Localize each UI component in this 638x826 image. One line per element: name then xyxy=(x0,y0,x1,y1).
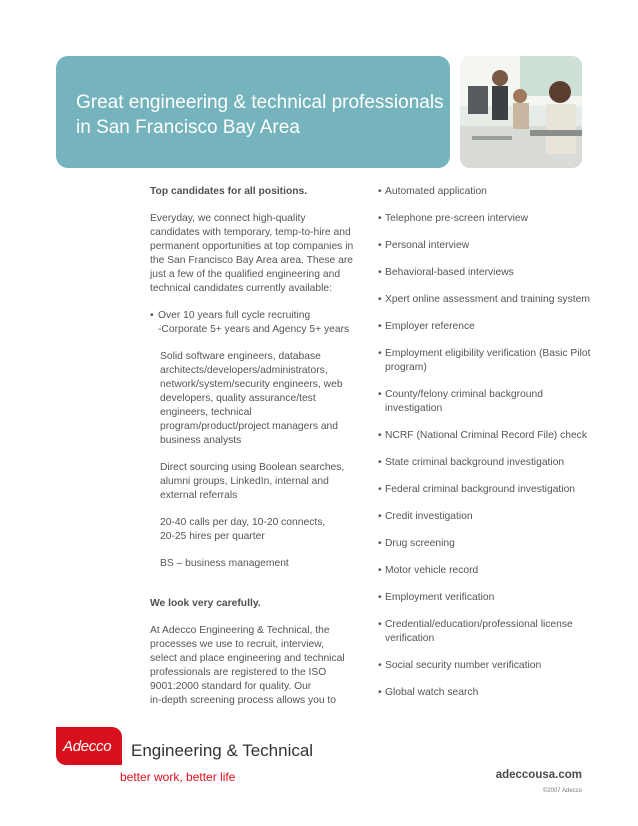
paragraph-line: just a few of the qualified engineering and xyxy=(150,269,341,280)
list-item xyxy=(378,429,593,443)
left-column xyxy=(150,185,355,708)
logo-text: Adecco xyxy=(63,738,112,755)
paragraph-line: program/product/project managers and xyxy=(160,421,339,432)
list-item xyxy=(378,185,593,199)
paragraph-line: permanent opportunities at top companies in xyxy=(150,241,354,252)
bullet-icon: • xyxy=(378,213,382,224)
list-item xyxy=(378,483,593,497)
title-line-2: in San Francisco Bay Area xyxy=(76,117,300,138)
list-item xyxy=(378,564,593,578)
list-item xyxy=(378,618,593,646)
paragraph-line: business analysts xyxy=(160,435,242,446)
bullet-icon: • xyxy=(378,538,382,549)
bullet-icon: • xyxy=(378,484,382,495)
list-item-text: Employment verification xyxy=(385,592,495,603)
header-banner xyxy=(56,56,450,168)
paragraph-line: the San Francisco Bay Area area. These are xyxy=(150,255,354,266)
experience-bullet xyxy=(150,309,355,337)
paragraph-line: engineers, technical xyxy=(160,407,252,418)
screening-list xyxy=(378,185,593,713)
sourcing-paragraph xyxy=(150,461,355,503)
list-item-text: State criminal background investigation xyxy=(385,457,565,468)
list-item xyxy=(378,239,593,253)
paragraph-line: external referrals xyxy=(160,490,238,501)
title-line-1: Great engineering & technical professionals xyxy=(76,92,444,113)
bullet-icon: • xyxy=(378,660,382,671)
paragraph-line: 9001:2000 standard for quality. Our xyxy=(150,681,312,692)
bullet-subtext: -Corporate 5+ years and Agency 5+ years xyxy=(158,324,350,335)
list-item-text: Personal interview xyxy=(385,240,470,251)
paragraph-line: select and place engineering and technical xyxy=(150,653,345,664)
process-paragraph xyxy=(150,624,355,708)
paragraph-line: alumni groups, LinkedIn, internal and xyxy=(160,476,329,487)
bullet-icon: • xyxy=(378,348,382,359)
paragraph-line: technical candidates currently available: xyxy=(150,283,333,294)
bullet-icon: • xyxy=(378,389,382,400)
list-item-text: program) xyxy=(385,362,427,373)
bullet-icon: • xyxy=(378,457,382,468)
paragraph-line: candidates with temporary, temp-to-hire and xyxy=(150,227,351,238)
list-item-text: Employer reference xyxy=(385,321,475,332)
website-link[interactable]: adeccousa.com xyxy=(495,769,582,781)
list-item-text: Social security number verification xyxy=(385,660,542,671)
list-item-text: investigation xyxy=(385,403,443,414)
adecco-logo xyxy=(56,727,122,765)
list-item xyxy=(378,212,593,226)
paragraph-line: Direct sourcing using Boolean searches, xyxy=(160,462,345,473)
paragraph-line: Everyday, we connect high-quality xyxy=(150,213,306,224)
list-item xyxy=(378,510,593,524)
list-item-text: Telephone pre-screen interview xyxy=(385,213,529,224)
list-item-text: NCRF (National Criminal Record File) check xyxy=(385,430,587,441)
paragraph-line: At Adecco Engineering & Technical, the xyxy=(150,625,330,636)
office-photo xyxy=(460,56,582,168)
list-item-text: County/felony criminal background xyxy=(385,389,543,400)
bullet-icon: • xyxy=(378,186,382,197)
paragraph-line: in-depth screening process allows you to xyxy=(150,695,337,706)
page-title xyxy=(76,90,444,140)
list-item xyxy=(378,266,593,280)
list-item xyxy=(378,686,593,700)
intro-paragraph xyxy=(150,212,355,296)
list-item-text: Automated application xyxy=(385,186,487,197)
list-item-text: Global watch search xyxy=(385,687,479,698)
education-line: BS – business management xyxy=(160,558,289,569)
list-item-text: Motor vehicle record xyxy=(385,565,479,576)
list-item xyxy=(378,591,593,605)
paragraph-line: 20-40 calls per day, 10-20 connects, xyxy=(160,517,326,528)
tagline: better work, better life xyxy=(120,770,236,784)
paragraph-line: network/system/security engineers, web xyxy=(160,379,343,390)
list-item xyxy=(378,347,593,375)
list-item xyxy=(378,320,593,334)
skills-paragraph xyxy=(150,350,355,448)
bullet-icon: • xyxy=(378,267,382,278)
list-item xyxy=(378,388,593,416)
paragraph-line: architects/developers/administrators, xyxy=(160,365,328,376)
paragraph-line: 20-25 hires per quarter xyxy=(160,531,265,542)
list-item xyxy=(378,456,593,470)
division-name: Engineering & Technical xyxy=(131,741,314,760)
list-item-text: Xpert online assessment and training system xyxy=(385,294,590,305)
list-item xyxy=(378,293,593,307)
metrics-paragraph xyxy=(150,516,355,544)
list-item-text: Credential/education/professional license xyxy=(385,619,573,630)
list-item-text: verification xyxy=(385,633,435,644)
copyright: ©2007 Adecco xyxy=(542,788,582,794)
bullet-text: Over 10 years full cycle recruiting xyxy=(158,310,311,321)
bullet-icon: • xyxy=(378,687,382,698)
bullet-icon: • xyxy=(378,430,382,441)
bullet-icon: • xyxy=(378,240,382,251)
list-item xyxy=(378,659,593,673)
list-item-text: Employment eligibility verification (Basic Pilot xyxy=(385,348,591,359)
paragraph-line: developers, quality assurance/test xyxy=(160,393,316,404)
list-item xyxy=(378,537,593,551)
bullet-icon: • xyxy=(378,592,382,603)
paragraph-line: processes we use to recruit, interview, xyxy=(150,639,324,650)
section-heading: We look very carefully. xyxy=(150,598,261,609)
section-heading: Top candidates for all positions. xyxy=(150,186,308,197)
bullet-icon: • xyxy=(378,321,382,332)
bullet-icon: • xyxy=(378,511,382,522)
list-item-text: Federal criminal background investigation xyxy=(385,484,576,495)
list-item-text: Behavioral-based interviews xyxy=(385,267,514,278)
bullet-icon: • xyxy=(378,619,382,630)
bullet-icon: • xyxy=(378,294,382,305)
paragraph-line: professionals are registered to the ISO xyxy=(150,667,327,678)
paragraph-line: Solid software engineers, database xyxy=(160,351,321,362)
list-item-text: Drug screening xyxy=(385,538,455,549)
bullet-icon: • xyxy=(378,565,382,576)
list-item-text: Credit investigation xyxy=(385,511,473,522)
bullet-icon: • xyxy=(150,310,154,321)
